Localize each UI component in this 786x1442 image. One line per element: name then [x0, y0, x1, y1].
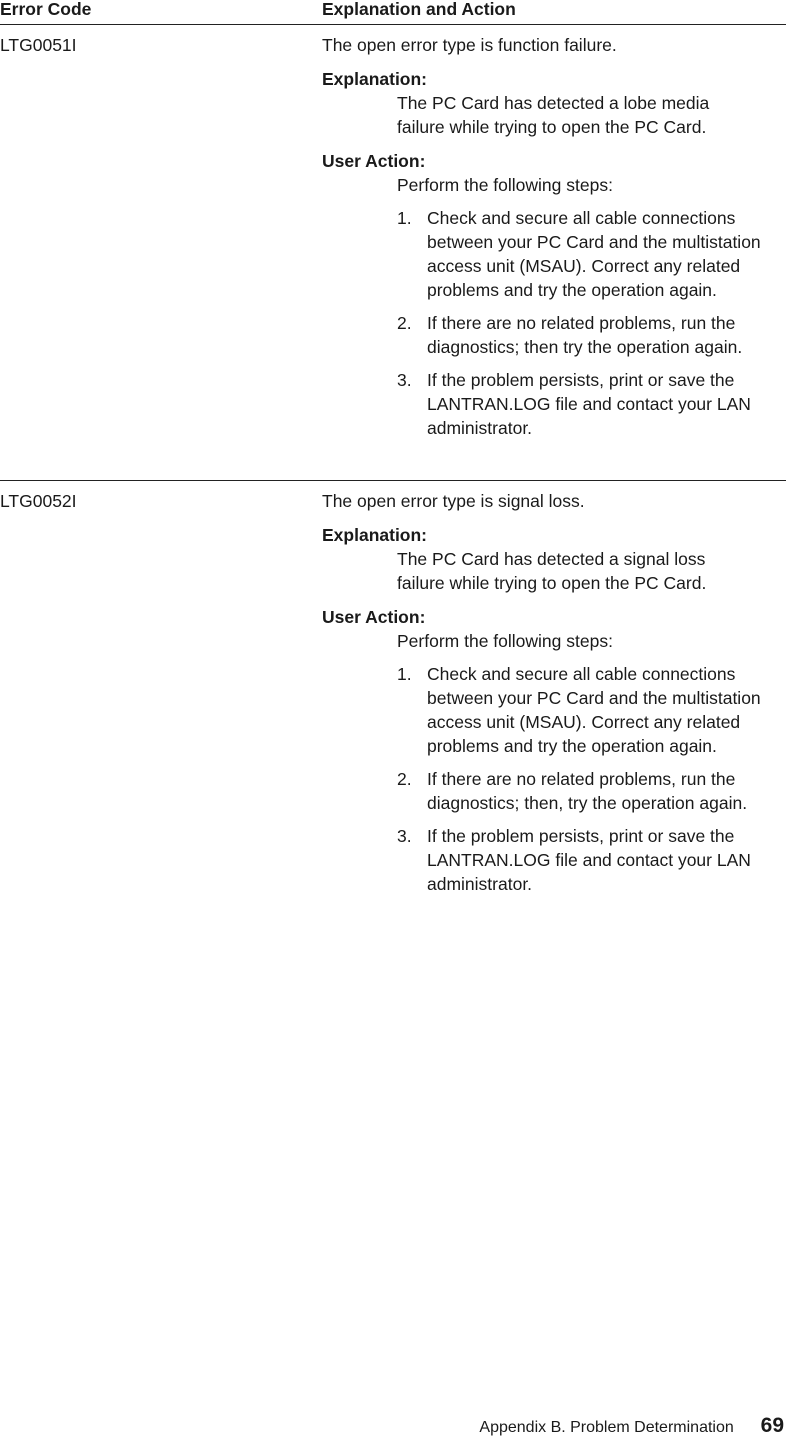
explanation-column: [322, 489, 786, 905]
footer-section-title: Appendix B. Problem Determination: [479, 1419, 734, 1436]
step-number: 1.: [397, 208, 412, 228]
explanation-label: Explanation:: [322, 69, 428, 89]
step-item: [397, 311, 786, 359]
step-text: If there are no related problems, run the diagnostics; then try the operation again.: [427, 313, 743, 357]
user-action-intro: Perform the following steps:: [397, 175, 613, 195]
step-item: [397, 206, 786, 302]
step-item: [397, 662, 786, 758]
error-summary: The open error type is signal loss.: [322, 491, 585, 511]
step-number: 2.: [397, 769, 412, 789]
step-number: 2.: [397, 313, 412, 333]
user-action-label: User Action:: [322, 607, 426, 627]
explanation-column: [322, 33, 786, 449]
step-item: [397, 824, 786, 896]
column-header-error-code: Error Code: [0, 0, 92, 19]
explanation-label: Explanation:: [322, 525, 428, 545]
page-number: 69: [760, 1414, 784, 1437]
steps-list: [397, 206, 786, 440]
step-text: If the problem persists, print or save the LANTRAN.LOG file and contact your LAN administrator.: [427, 826, 751, 894]
user-action-label: User Action:: [322, 151, 426, 171]
error-code: LTG0052I: [0, 491, 77, 511]
step-text: If there are no related problems, run the diagnostics; then, try the operation again.: [427, 769, 748, 813]
explanation-line: The PC Card has detected a signal loss: [397, 549, 706, 569]
error-entry-ltg0052i: [0, 480, 786, 894]
step-item: [397, 767, 786, 815]
step-number: 1.: [397, 664, 412, 684]
user-action-intro: Perform the following steps:: [397, 631, 613, 651]
step-item: [397, 368, 786, 440]
error-summary: The open error type is function failure.: [322, 35, 617, 55]
column-header-explanation: Explanation and Action: [322, 0, 516, 19]
explanation-line: failure while trying to open the PC Card.: [397, 573, 707, 593]
explanation-line: failure while trying to open the PC Card.: [397, 117, 707, 137]
step-number: 3.: [397, 370, 412, 390]
step-number: 3.: [397, 826, 412, 846]
table-header: [0, 0, 786, 25]
step-text: Check and secure all cable connections between your PC Card and the multistation access unit (MSAU). Correct any related problems and try the operation again.: [427, 208, 761, 300]
steps-list: [397, 662, 786, 896]
explanation-line: The PC Card has detected a lobe media: [397, 93, 710, 113]
error-code: LTG0051I: [0, 35, 77, 55]
step-text: If the problem persists, print or save the LANTRAN.LOG file and contact your LAN administrator.: [427, 370, 751, 438]
explanation-text: [397, 547, 786, 595]
step-text: Check and secure all cable connections between your PC Card and the multistation access unit (MSAU). Correct any related problems and try the operation again.: [427, 664, 761, 756]
explanation-text: [397, 91, 786, 139]
